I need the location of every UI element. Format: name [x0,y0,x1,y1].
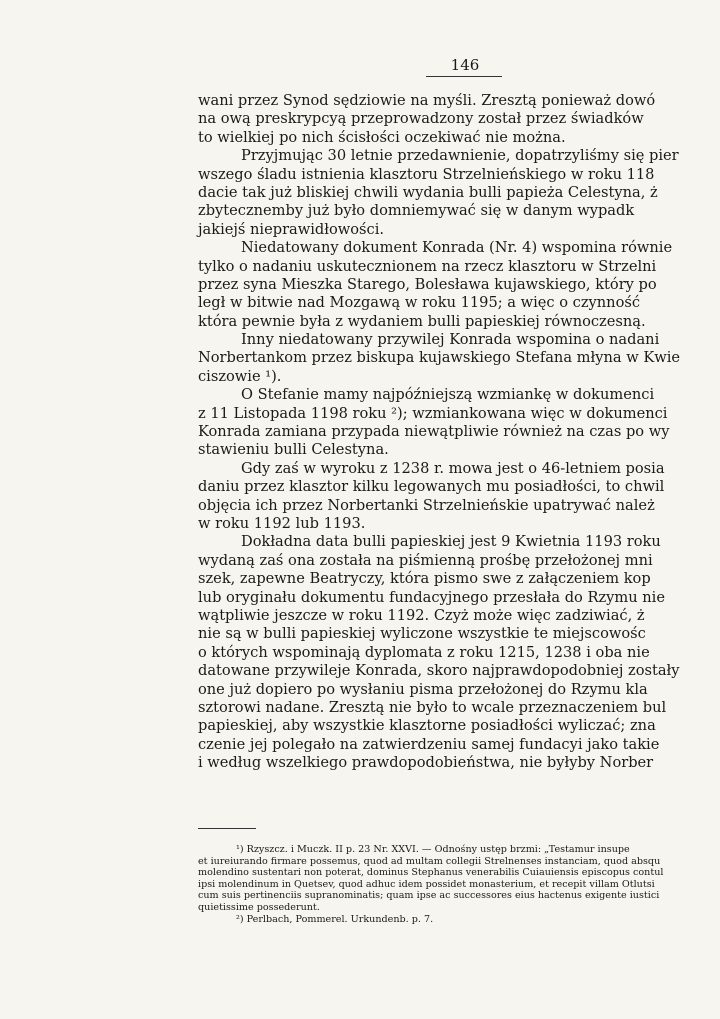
text-line: to wielkiej po nich ścisłości oczekiwać nie można. [198,128,566,146]
footnote-line: molendino sustentari non poterat, dominus Stephanus venerabilis Cuiauiensis episcopus contul [198,867,664,879]
text-line: przez syna Mieszka Starego, Bolesława kujawskiego, który po [198,275,657,293]
text-line: wątpliwie jeszcze w roku 1192. Czyż może więc zadziwiać, ż [198,606,645,624]
text-line: Przyjmując 30 letnie przedawnienie, dopatrzyliśmy się pier [241,147,679,165]
text-line: nie są w bulli papieskiej wyliczone wszystkie te miejscowośc [198,625,646,643]
text-line: z 11 Listopada 1198 roku ²); wzmiankowana więc w dokumenci [198,404,668,422]
text-line: daniu przez klasztor kilku legowanych mu posiadłości, to chwil [198,478,665,496]
text-line: zbytecznemby już było domniemywać się w danym wypadk [198,202,635,220]
text-line: lub oryginału dokumentu fundacyjnego przesłała do Rzymu nie [198,588,665,606]
text-line: Inny niedatowany przywilej Konrada wspomina o nadani [241,331,660,349]
footnotes [198,844,663,925]
text-line: w roku 1192 lub 1193. [198,514,366,532]
page-number-rule [426,76,502,77]
text-line: jakiejś nieprawidłowości. [198,220,385,238]
text-line: sztorowi nadane. Zresztą nie było to wcale przeznaczeniem bul [198,698,667,716]
text-line: i według wszelkiego prawdopodobieństwa, nie byłyby Norber [198,754,654,772]
text-line: papieskiej, aby wszystkie klasztorne posiadłości wyliczać; zna [198,717,656,735]
text-line: szek, zapewne Beatryczy, która pismo swe z załączeniem kop [198,570,651,588]
text-line: ciszowie ¹). [198,367,282,385]
text-line: O Stefanie mamy najpóźniejszą wzmiankę w dokumenci [241,386,655,404]
text-line: Niedatowany dokument Konrada (Nr. 4) wspomina równie [241,239,673,257]
text-line: wydaną zaś ona została na piśmienną prośbę przełożonej mni [198,551,653,569]
footnote-line: ²) Perlbach, Pommerel. Urkundenb. p. 7. [236,913,434,925]
text-line: Konrada zamiana przypada niewątpliwie również na czas po wy [198,423,670,441]
text-line: one już dopiero po wysłaniu pisma przełożonej do Rzymu kla [198,680,648,698]
text-line: datowane przywileje Konrada, skoro najprawdopodobniej zostały [198,662,680,680]
footnote-rule [198,828,256,829]
text-line: Norbertankom przez biskupa kujawskiego Stefana młyna w Kwie [198,349,681,367]
footnote-line: cum suis pertinenciis supranominatis; quam ipse ac successores eius hactenus exigente iustici [198,890,660,902]
text-line: wani przez Synod sędziowie na myśli. Zresztą ponieważ dowó [198,92,656,109]
text-line: czenie jej polegało na zatwierdzeniu samej fundacyi jako takie [198,735,660,753]
footnote-line: ipsi molendinum in Quetsev, quod adhuc idem possidet monasterium, et recepit villam Otlutsi [198,878,655,890]
text-line: o których wspominają dyplomata z roku 1215, 1238 i oba nie [198,643,650,661]
text-line: legł w bitwie nad Mozgawą w roku 1195; a więc o czynność [198,294,641,312]
text-line: objęcia ich przez Norbertanki Strzelnieńskie upatrywać należ [198,496,655,514]
text-line: tylko o nadaniu uskutecznionem na rzecz klasztoru w Strzelni [198,257,657,275]
text-line: na ową preskrypcyą przeprowadzony został przez świadków [198,110,644,128]
footnote-line: quietissime possederunt. [198,901,320,913]
text-line: Gdy zaś w wyroku z 1238 r. mowa jest o 46-letniem posia [241,459,665,477]
page-number: 146 [450,56,480,74]
footnote-line: et iureiurando firmare possemus, quod ad multam collegii Strelnenses instanciam, quod absqu [198,855,661,867]
text-line: która pewnie była z wydaniem bulli papieskiej równoczesną. [198,312,646,330]
main-text [198,92,680,772]
footnote-line: ¹) Rzyszcz. i Muczk. II p. 23 Nr. XXVI. — Odnośny ustęp brzmi: „Testamur insupe [236,844,630,855]
text-line: dacie tak już bliskiej chwili wydania bulli papieża Celestyna, ż [198,183,658,201]
text-line: Dokładna data bulli papieskiej jest 9 Kwietnia 1193 roku [241,533,661,551]
text-line: stawieniu bulli Celestyna. [198,441,389,459]
text-line: wszego śladu istnienia klasztoru Strzelnieńskiego w roku 118 [198,165,655,183]
